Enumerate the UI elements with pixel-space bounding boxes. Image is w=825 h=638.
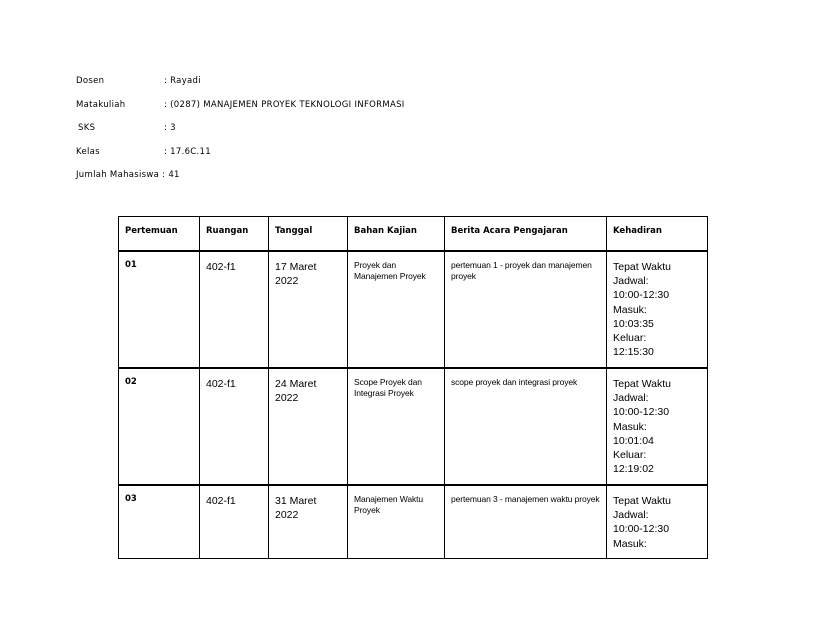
- column-header: Ruangan: [200, 217, 269, 252]
- info-row-kelas: [76, 146, 211, 171]
- attendance-table: [118, 216, 708, 559]
- attendance-line: 10:00-12:30: [613, 523, 670, 536]
- kehadiran-cell: [607, 251, 708, 368]
- table-header-row: [119, 217, 708, 252]
- bahan-kajian-cell: Scope Proyek dan Integrasi Proyek: [348, 368, 445, 485]
- attendance-line: 10:03:35: [613, 317, 654, 330]
- column-header: Berita Acara Pengajaran: [445, 217, 607, 252]
- column-header: Kehadiran: [607, 217, 708, 252]
- attendance-line: 10:01:04: [613, 434, 654, 447]
- info-label: Matakuliah: [76, 99, 126, 110]
- attendance-line: 10:00-12:30: [613, 406, 670, 419]
- column-header: Bahan Kajian: [348, 217, 445, 252]
- attendance-line: Jadwal:: [613, 275, 649, 288]
- attendance-line: Masuk:: [613, 537, 647, 550]
- bahan-kajian-cell: Proyek dan Manajemen Proyek: [348, 251, 445, 368]
- berita-acara-cell: pertemuan 1 - proyek dan manajemen proyek: [445, 251, 607, 368]
- attendance-line: Jadwal:: [613, 392, 649, 405]
- attendance-line: 12:19:02: [613, 463, 654, 476]
- info-value: : 17.6C.11: [164, 146, 211, 157]
- tanggal-cell: 24 Maret 2022: [269, 368, 348, 485]
- berita-acara-cell: scope proyek dan integrasi proyek: [445, 368, 607, 485]
- info-label: Jumlah Mahasiswa: [76, 170, 160, 180]
- attendance-line: Keluar:: [613, 449, 647, 462]
- pertemuan-cell: 01: [119, 251, 200, 368]
- info-label: SKS: [78, 123, 96, 133]
- ruangan-cell: 402-f1: [200, 485, 269, 559]
- bahan-kajian-cell: Manajemen Waktu Proyek: [348, 485, 445, 559]
- info-label: Dosen: [76, 76, 105, 86]
- attendance-line: Masuk:: [613, 303, 647, 316]
- table-row: [119, 368, 708, 485]
- attendance-line: Keluar:: [613, 332, 647, 345]
- tanggal-cell: 31 Maret 2022: [269, 485, 348, 559]
- course-info: [76, 76, 405, 194]
- info-row-matakuliah: [76, 99, 405, 124]
- berita-acara-cell: pertemuan 3 - manajemen waktu proyek: [445, 485, 607, 559]
- info-value: : 41: [162, 170, 180, 180]
- attendance-line: Masuk:: [613, 420, 647, 433]
- info-label: Kelas: [76, 146, 100, 157]
- info-value: : Rayadi: [164, 76, 201, 86]
- column-header: Pertemuan: [119, 217, 200, 252]
- info-row-dosen: [76, 76, 201, 100]
- ruangan-cell: 402-f1: [200, 368, 269, 485]
- column-header: Tanggal: [269, 217, 348, 252]
- attendance-status: Tepat Waktu: [613, 495, 671, 507]
- info-value: : (0287) MANAJEMEN PROYEK TEKNOLOGI INFORMASI: [164, 99, 405, 110]
- info-row-jumlah-mahasiswa: [76, 170, 180, 194]
- attendance-status: Tepat Waktu: [613, 378, 671, 390]
- kehadiran-cell: [607, 368, 708, 485]
- attendance-line: 10:00-12:30: [613, 289, 670, 302]
- info-value: : 3: [164, 123, 176, 133]
- attendance-line: 12:15:30: [613, 346, 654, 359]
- pertemuan-cell: 02: [119, 368, 200, 485]
- attendance-status: Tepat Waktu: [613, 261, 671, 273]
- info-row-sks: [76, 123, 180, 147]
- table-row: [119, 251, 708, 368]
- attendance-line: Jadwal:: [613, 509, 649, 522]
- kehadiran-cell: [607, 485, 708, 559]
- table-row: [119, 485, 708, 559]
- tanggal-cell: 17 Maret 2022: [269, 251, 348, 368]
- pertemuan-cell: 03: [119, 485, 200, 559]
- ruangan-cell: 402-f1: [200, 251, 269, 368]
